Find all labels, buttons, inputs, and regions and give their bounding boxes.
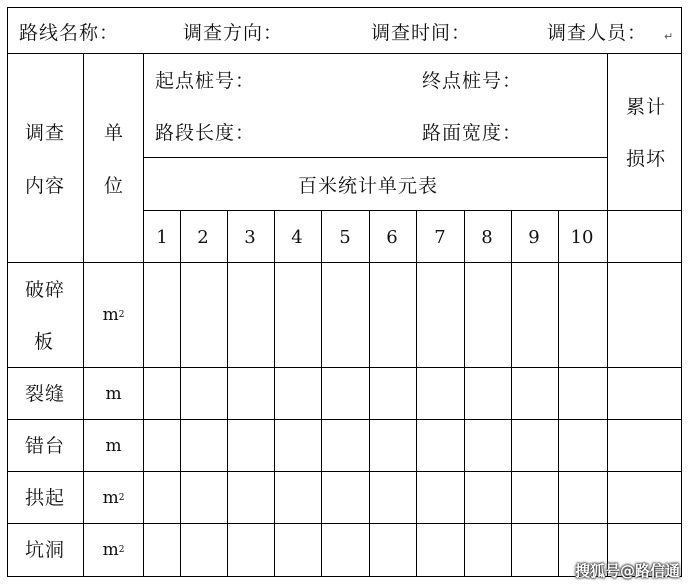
cumulative-damage-line2: 损坏	[626, 148, 667, 170]
hm-col-number: 4	[291, 227, 303, 248]
survey-time-label: 调查时间：	[371, 22, 472, 44]
unit-header-line1: 单	[104, 122, 125, 144]
hm-line	[274, 210, 275, 577]
paragraph-mark: ↵	[664, 30, 674, 43]
content-header-line1: 调查	[25, 122, 66, 144]
survey-staff-label: 调查人员：	[547, 22, 648, 44]
row-unit	[84, 524, 143, 576]
hm-col-number: 7	[434, 227, 446, 248]
hm-col-number: 8	[481, 227, 493, 248]
end-stake-label: 终点桩号：	[422, 70, 523, 92]
unit-sup: 2	[118, 545, 125, 555]
col-line-2	[143, 53, 144, 577]
start-stake-label: 起点桩号：	[155, 70, 256, 92]
unit-base: m	[102, 305, 119, 325]
row-item-faulting: 错台	[25, 435, 66, 457]
header-divider	[7, 53, 682, 54]
content-header-line2: 内容	[25, 175, 66, 197]
direction-label: 调查方向：	[183, 22, 284, 44]
hm-col-number: 10	[570, 227, 594, 248]
unit-base: m	[102, 487, 119, 508]
row-unit	[84, 368, 143, 419]
row-unit	[84, 263, 143, 367]
hm-line	[227, 210, 228, 577]
col-line-cumulative	[607, 53, 608, 577]
hm-col-number: 9	[528, 227, 540, 248]
unit-base: m	[105, 383, 122, 404]
watermark: 搜狐号@路信通	[574, 562, 680, 580]
hm-line	[369, 210, 370, 577]
cumulative-damage-line1: 累计	[626, 96, 667, 118]
road-width-label: 路面宽度：	[422, 122, 523, 144]
row-item-crack: 裂缝	[25, 383, 66, 405]
route-name-label: 路线名称：	[19, 22, 120, 44]
row-item-pothole: 坑洞	[25, 539, 66, 561]
hm-line	[464, 210, 465, 577]
unit-header-line2: 位	[104, 175, 125, 197]
border-left	[7, 7, 8, 577]
row-item-broken-slab-1: 破碎	[25, 279, 66, 301]
section-length-label: 路段长度：	[155, 122, 256, 144]
unit-sup: 2	[118, 310, 125, 320]
hm-col-number: 3	[244, 227, 256, 248]
info-divider	[143, 157, 608, 158]
row-item-buckling: 拱起	[25, 487, 66, 509]
row-unit	[84, 420, 143, 471]
row-unit	[84, 472, 143, 523]
border-right	[681, 7, 682, 577]
hm-line	[180, 210, 181, 577]
row-item-broken-slab-2: 板	[34, 331, 55, 353]
hm-line	[321, 210, 322, 577]
unit-base: m	[105, 435, 122, 456]
hm-line	[558, 210, 559, 577]
hm-col-number: 5	[339, 227, 351, 248]
hm-col-number: 6	[386, 227, 398, 248]
hm-col-number: 1	[156, 227, 168, 248]
unit-table-title: 百米统计单元表	[298, 175, 439, 197]
border-top	[7, 7, 682, 8]
hm-line	[511, 210, 512, 577]
unit-base: m	[102, 540, 119, 560]
unit-sup: 2	[118, 492, 125, 503]
hm-col-number: 2	[197, 227, 209, 248]
hm-line	[416, 210, 417, 577]
title-divider	[143, 210, 682, 211]
